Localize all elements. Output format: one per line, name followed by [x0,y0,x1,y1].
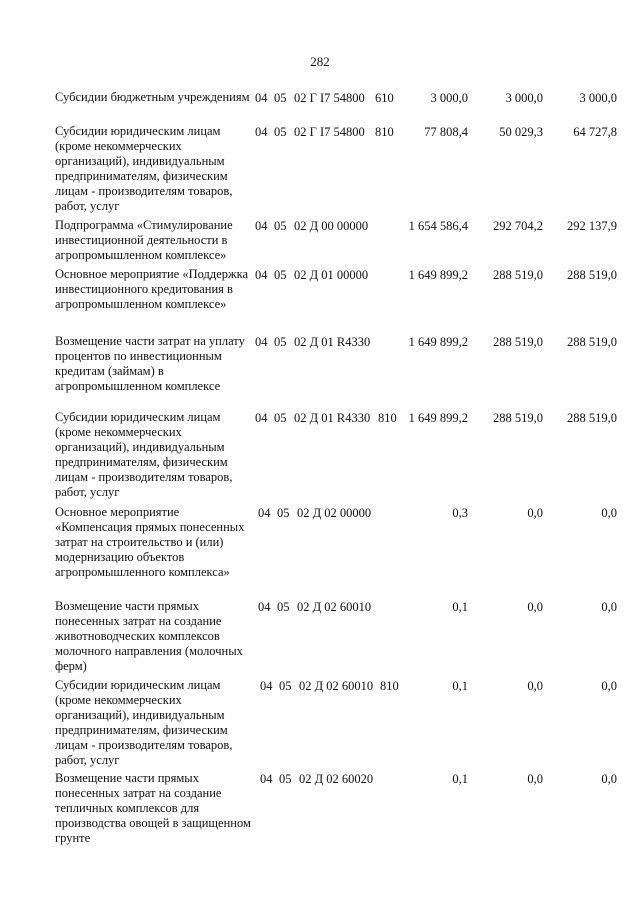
subsection-code: 05 [274,91,287,105]
amount-year-2: 3 000,0 [505,91,543,105]
amount-year-2: 0,0 [527,772,543,786]
target-article-code: 02 Г I7 54800 [294,125,365,139]
amount-year-1: 3 000,0 [430,91,468,105]
subsection-code: 05 [277,600,290,614]
amount-year-3: 288 519,0 [567,335,617,349]
amount-year-3: 0,0 [601,600,617,614]
amount-year-2: 0,0 [527,679,543,693]
target-article-code: 02 Д 02 60010 [299,679,374,693]
subsection-code: 05 [274,268,287,282]
section-code: 04 [255,268,268,282]
amount-year-3: 64 727,8 [573,125,617,139]
section-code: 04 [260,772,273,786]
amount-year-1: 0,3 [452,506,468,520]
subsection-code: 05 [279,679,292,693]
section-code: 04 [255,335,268,349]
amount-year-3: 292 137,9 [567,219,617,233]
row-name: Основное мероприятие «Поддержка инвестиционного кредитования в агропромышленном комплексе» [55,267,249,311]
amount-year-1: 1 649 899,2 [408,268,468,282]
row-name: Подпрограмма «Стимулирование инвестиционной деятельности в агропромышленном комплексе» [55,218,233,262]
amount-year-3: 0,0 [601,506,617,520]
amount-year-1: 1 649 899,2 [408,335,468,349]
expense-type-code: 810 [378,411,397,425]
subsection-code: 05 [279,772,292,786]
amount-year-1: 1 654 586,4 [408,219,468,233]
target-article-code: 02 Д 02 60010 [297,600,372,614]
section-code: 04 [255,91,268,105]
amount-year-3: 0,0 [601,679,617,693]
amount-year-2: 288 519,0 [493,268,543,282]
amount-year-2: 288 519,0 [493,411,543,425]
subsection-code: 05 [274,219,287,233]
amount-year-1: 0,1 [452,679,468,693]
amount-year-2: 292 704,2 [493,219,543,233]
amount-year-1: 77 808,4 [424,125,468,139]
row-name: Возмещение части затрат на уплату процентов по инвестиционным кредитам (займам) в агропромышленном комплексе [55,334,245,393]
target-article-code: 02 Д 01 R4330 [294,335,371,349]
subsection-code: 05 [274,125,287,139]
row-name: Возмещение части прямых понесенных затрат на создание тепличных комплексов для производства овощей в защищенном грунте [55,771,251,845]
amount-year-3: 288 519,0 [567,268,617,282]
section-code: 04 [260,679,273,693]
target-article-code: 02 Д 00 00000 [294,219,369,233]
target-article-code: 02 Д 01 R4330 [294,411,371,425]
subsection-code: 05 [277,506,290,520]
row-name: Основное мероприятие «Компенсация прямых понесенных затрат на строительство и (или) модернизацию объектов агропромышленного комплекса» [55,505,245,579]
row-name: Субсидии юридическим лицам (кроме некоммерческих организаций), индивидуальным предпринимателям, физическим лицам - производителям товаров, работ, услуг [55,678,233,767]
target-article-code: 02 Д 01 00000 [294,268,369,282]
section-code: 04 [258,506,271,520]
row-name: Субсидии бюджетным учреждениям [55,90,250,104]
amount-year-3: 288 519,0 [567,411,617,425]
amount-year-2: 50 029,3 [499,125,543,139]
target-article-code: 02 Г I7 54800 [294,91,365,105]
target-article-code: 02 Д 02 00000 [297,506,372,520]
amount-year-2: 0,0 [527,600,543,614]
section-code: 04 [255,125,268,139]
section-code: 04 [255,219,268,233]
row-name: Субсидии юридическим лицам (кроме некоммерческих организаций), индивидуальным предпринимателям, физическим лицам - производителям товаров, работ, услуг [55,124,233,213]
amount-year-1: 0,1 [452,772,468,786]
section-code: 04 [258,600,271,614]
subsection-code: 05 [274,335,287,349]
expense-type-code: 810 [375,125,394,139]
section-code: 04 [255,411,268,425]
subsection-code: 05 [274,411,287,425]
row-name: Возмещение части прямых понесенных затрат на создание животноводческих комплексов молочного направления (молочных ферм) [55,599,243,673]
target-article-code: 02 Д 02 60020 [299,772,374,786]
expense-type-code: 810 [380,679,399,693]
amount-year-3: 0,0 [601,772,617,786]
amount-year-2: 288 519,0 [493,335,543,349]
page-number: 282 [310,54,330,69]
amount-year-1: 0,1 [452,600,468,614]
row-name: Субсидии юридическим лицам (кроме некоммерческих организаций), индивидуальным предпринимателям, физическим лицам - производителям товаров, работ, услуг [55,410,233,499]
amount-year-1: 1 649 899,2 [408,411,468,425]
expense-type-code: 610 [375,91,394,105]
amount-year-2: 0,0 [527,506,543,520]
amount-year-3: 3 000,0 [579,91,617,105]
